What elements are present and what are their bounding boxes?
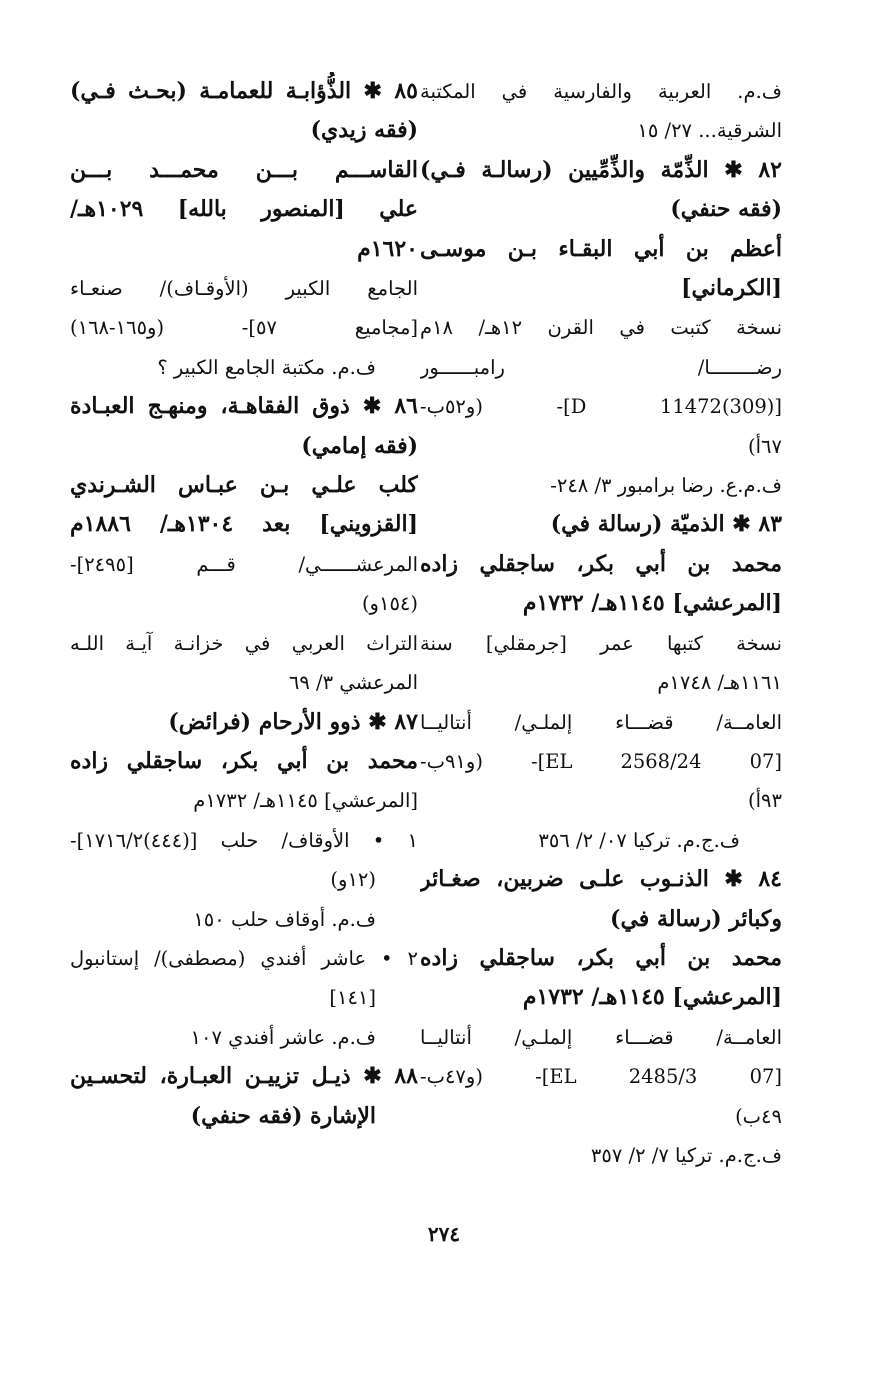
right-column-line: ١١٦١هـ/ ١٧٤٨م (657, 671, 782, 695)
right-column-line: رضــــــــا/ رامبــــــور (420, 355, 782, 379)
left-column-line: ١٦٢٠م (357, 235, 418, 262)
right-column-line: [07 EL 2568/24]- (و٩١ب- (420, 749, 782, 773)
right-column-line: محمد بن أبي بكر، ساجقلي زاده (420, 944, 782, 971)
right-column-line: أعظم بن أبي البقـاء بـن موسـى (420, 235, 782, 262)
left-column-line: (فقه إمامي) (301, 432, 418, 459)
right-column-line: [الكرماني] (681, 275, 782, 302)
left-column-line: ف.م. عاشر أفندي ١٠٧ (190, 1025, 376, 1049)
right-column-line: ٨٢ ✱ الذِّمّة والذِّمِّيين (رسالـة فـي) (420, 156, 782, 183)
left-column-line: ف.م. مكتبة الجامع الكبير ؟ (157, 355, 376, 379)
left-column-line: (١٢و) (330, 868, 376, 892)
right-column-line: ف.م.ع. رضا برامبور ٣/ ٢٤٨- (550, 474, 782, 498)
left-column-line: (١٥٤و) (361, 592, 418, 616)
right-column-line: نسخة كتبت في القرن ١٢هـ/ ١٨م (420, 316, 782, 340)
right-column-line: العامــة/ قضـــاء إلملـي/ أنتاليــا (420, 1025, 782, 1049)
left-column-line: التراث العربي في خزانـة آيـة اللـه (70, 631, 418, 655)
left-column-line: ٨٨ ✱ ذيـل تزييـن العبـارة، لتحسـين (70, 1063, 418, 1090)
left-column-line: ٨٧ ✱ ذوو الأرحام (فرائض) (168, 708, 418, 735)
left-column-line: ف.م. أوقاف حلب ١٥٠ (193, 907, 376, 931)
right-column (420, 72, 782, 1175)
right-column-line: [المرعشي] ١١٤٥هـ/ ١٧٣٢م (522, 984, 782, 1011)
right-column-line: ف.ج.م. تركيا ٠٧/ ٢/ ٣٥٦ (538, 828, 740, 852)
right-column-line: [D 11472(309)]- (و٥٢ب- (420, 395, 782, 419)
left-column-line: محمد بن أبي بكر، ساجقلي زاده (70, 747, 418, 774)
left-column-line: علي [المنصور بالله] ١٠٢٩هـ/ (70, 196, 418, 223)
left-column-line: [مجاميع ٥٧]- (و١٦٥-١٦٨) (70, 316, 418, 340)
left-column-line: ٨٥ ✱ الذُّؤابـة للعمامـة (بحـث فـي) (70, 78, 418, 104)
right-column-line: ٨٤ ✱ الذنـوب علـى ضربين، صغـائر (420, 866, 782, 893)
left-column-line: الإشارة (فقه حنفي) (190, 1102, 376, 1129)
right-column-line: العامــة/ قضـــاء إلملـي/ أنتاليــا (420, 710, 782, 734)
left-column-line: ٨٦ ✱ ذوق الفقاهـة، ومنهـج العبـادة (70, 393, 418, 420)
right-column-line: محمد بن أبي بكر، ساجقلي زاده (420, 550, 782, 577)
right-column-line: ٦٧أ) (748, 434, 782, 458)
left-column-line: ٢ • عاشر أفندي (مصطفى)/ إستانبول (70, 946, 418, 970)
right-column-line: وكبائر (رسالة في) (610, 905, 782, 932)
left-column (70, 72, 418, 1136)
right-column-line: ف.م. العربية والفارسية في المكتبة (420, 80, 782, 103)
left-column-line: (فقه زيدي) (310, 117, 418, 144)
right-column-line: ف.ج.م. تركيا ٧/ ٢/ ٣٥٧ (590, 1143, 782, 1167)
right-column-line: ٩٣أ) (748, 789, 782, 813)
left-column-line: كلب علـي بـن عبـاس الشـرندي (70, 472, 418, 499)
left-column-line: [١٤١] (329, 986, 376, 1010)
left-column-line: [القزويني] بعد ١٣٠٤هـ/ ١٨٨٦م (70, 511, 418, 538)
right-column-line: الشرقية... ٢٧/ ١٥ (637, 119, 782, 143)
page-number: ٢٧٤ (427, 1222, 461, 1246)
left-column-line: المرعشي ٣/ ٦٩ (288, 671, 418, 695)
left-column-line: [المرعشي] ١١٤٥هـ/ ١٧٣٢م (193, 789, 418, 813)
right-column-line: ٨٣ ✱ الذميّة (رسالة في) (550, 511, 782, 538)
left-column-line: الجامع الكبير (الأوقـاف)/ صنعـاء (70, 277, 418, 301)
right-column-line: نسخة كتبها عمر [جرمقلي] سنة (420, 631, 782, 655)
left-column-line: ١ • الأوقاف/ حلب [(٤٤٤)١٧١٦/٢]- (70, 828, 418, 852)
right-column-line: [07 EL 2485/3]- (و٤٧ب- (420, 1065, 782, 1089)
left-column-line: المرعشــــــي/ قـــم [٢٤٩٥]- (70, 552, 418, 576)
right-column-line: ٤٩ب) (735, 1104, 782, 1128)
left-column-line: القاســـم بـــن محمـــد بـــن (70, 156, 418, 183)
right-column-line: (فقه حنفي) (670, 196, 782, 223)
right-column-line: [المرعشي] ١١٤٥هـ/ ١٧٣٢م (522, 590, 782, 617)
